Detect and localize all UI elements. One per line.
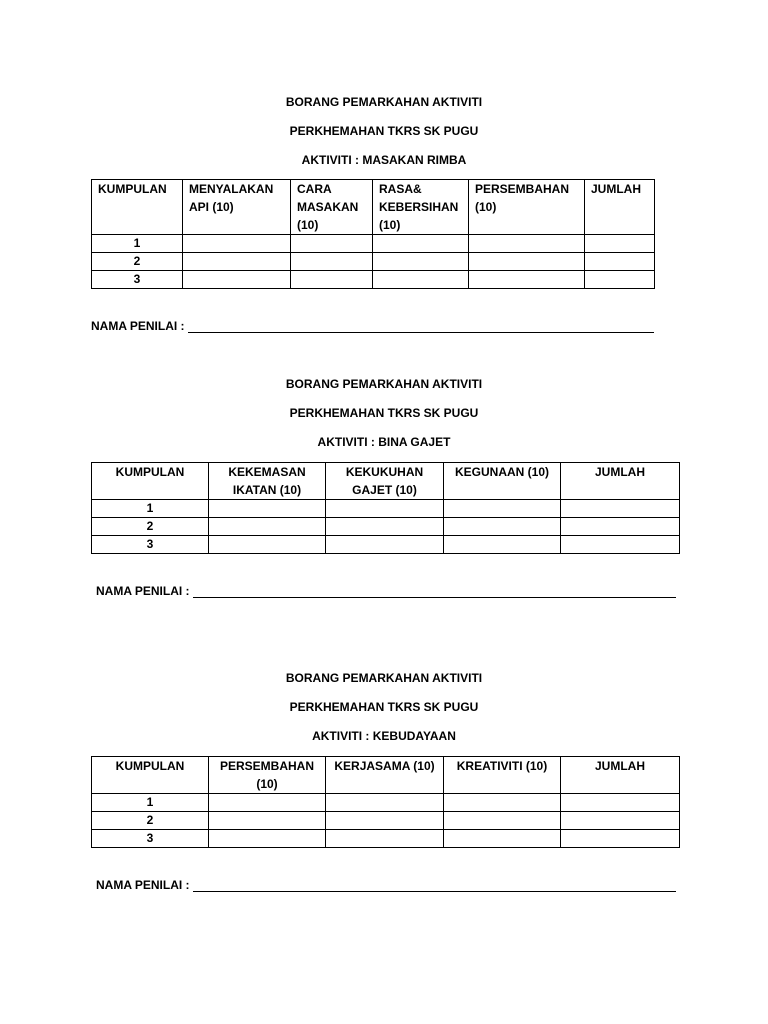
table-row (92, 830, 680, 848)
total-cell[interactable] (585, 271, 655, 289)
score-cell[interactable] (209, 830, 326, 848)
column-header: PERSEMBAHAN (10) (469, 180, 585, 235)
form-2-assessor (96, 584, 676, 598)
table-row (92, 536, 680, 554)
form-2-subtitle: PERKHEMAHAN TKRS SK PUGU (289, 406, 479, 420)
column-header: KEGUNAAN (10) (444, 463, 561, 500)
table-row (92, 253, 655, 271)
assessor-label: NAMA PENILAI : (96, 878, 190, 892)
assessor-name-line[interactable] (193, 587, 676, 598)
score-cell[interactable] (291, 271, 373, 289)
assessor-name-line[interactable] (188, 322, 654, 333)
form-1-assessor (91, 319, 654, 333)
column-header: RASA& KEBERSIHAN (10) (373, 180, 469, 235)
group-number: 1 (92, 794, 209, 812)
score-cell[interactable] (469, 253, 585, 271)
form-1-activity: AKTIVITI : MASAKAN RIMBA (301, 153, 467, 167)
table-header-row (92, 180, 655, 235)
column-header: KEKUKUHAN GAJET (10) (326, 463, 444, 500)
column-header: KUMPULAN (92, 180, 183, 235)
score-cell[interactable] (326, 830, 444, 848)
column-header: KREATIVITI (10) (444, 757, 561, 794)
column-header: JUMLAH (585, 180, 655, 235)
table-row (92, 518, 680, 536)
score-cell[interactable] (469, 235, 585, 253)
score-cell[interactable] (183, 235, 291, 253)
total-cell[interactable] (561, 830, 680, 848)
form-1-subtitle: PERKHEMAHAN TKRS SK PUGU (289, 124, 479, 138)
score-cell[interactable] (291, 235, 373, 253)
form-1-score-table (91, 179, 655, 289)
form-3-activity: AKTIVITI : KEBUDAYAAN (312, 729, 456, 743)
form-3-score-table (91, 756, 680, 848)
column-header: CARA MASAKAN (10) (291, 180, 373, 235)
column-header: PERSEMBAHAN (10) (209, 757, 326, 794)
score-cell[interactable] (183, 253, 291, 271)
score-cell[interactable] (444, 536, 561, 554)
total-cell[interactable] (561, 812, 680, 830)
score-cell[interactable] (291, 253, 373, 271)
score-cell[interactable] (183, 271, 291, 289)
form-3-subtitle: PERKHEMAHAN TKRS SK PUGU (289, 700, 479, 714)
total-cell[interactable] (561, 518, 680, 536)
score-cell[interactable] (209, 518, 326, 536)
score-cell[interactable] (469, 271, 585, 289)
score-cell[interactable] (209, 500, 326, 518)
score-cell[interactable] (326, 518, 444, 536)
score-cell[interactable] (326, 500, 444, 518)
form-1-title: BORANG PEMARKAHAN AKTIVITI (285, 95, 483, 109)
group-number: 2 (92, 812, 209, 830)
score-cell[interactable] (444, 518, 561, 536)
form-2-score-table (91, 462, 680, 554)
group-number: 1 (92, 500, 209, 518)
score-cell[interactable] (209, 536, 326, 554)
group-number: 1 (92, 235, 183, 253)
score-cell[interactable] (209, 794, 326, 812)
table-row (92, 794, 680, 812)
score-cell[interactable] (444, 794, 561, 812)
total-cell[interactable] (561, 794, 680, 812)
score-cell[interactable] (326, 536, 444, 554)
group-number: 2 (92, 518, 209, 536)
table-header-row (92, 463, 680, 500)
group-number: 2 (92, 253, 183, 271)
form-3-assessor (96, 878, 676, 892)
column-header: JUMLAH (561, 463, 680, 500)
total-cell[interactable] (561, 500, 680, 518)
table-row (92, 500, 680, 518)
total-cell[interactable] (585, 235, 655, 253)
column-header: KEKEMASAN IKATAN (10) (209, 463, 326, 500)
assessor-label: NAMA PENILAI : (96, 584, 190, 598)
score-cell[interactable] (373, 235, 469, 253)
form-3-title: BORANG PEMARKAHAN AKTIVITI (285, 671, 483, 685)
table-row (92, 271, 655, 289)
group-number: 3 (92, 271, 183, 289)
score-cell[interactable] (373, 271, 469, 289)
column-header: KUMPULAN (92, 463, 209, 500)
column-header: JUMLAH (561, 757, 680, 794)
column-header: KUMPULAN (92, 757, 209, 794)
column-header: MENYALAKAN API (10) (183, 180, 291, 235)
table-header-row (92, 757, 680, 794)
assessor-name-line[interactable] (193, 881, 676, 892)
group-number: 3 (92, 536, 209, 554)
score-cell[interactable] (209, 812, 326, 830)
score-cell[interactable] (444, 500, 561, 518)
table-row (92, 235, 655, 253)
score-cell[interactable] (444, 830, 561, 848)
form-2-activity: AKTIVITI : BINA GAJET (317, 435, 451, 449)
score-cell[interactable] (326, 812, 444, 830)
table-row (92, 812, 680, 830)
total-cell[interactable] (561, 536, 680, 554)
form-2-title: BORANG PEMARKAHAN AKTIVITI (285, 377, 483, 391)
group-number: 3 (92, 830, 209, 848)
score-cell[interactable] (373, 253, 469, 271)
score-cell[interactable] (326, 794, 444, 812)
assessor-label: NAMA PENILAI : (91, 319, 185, 333)
score-cell[interactable] (444, 812, 561, 830)
total-cell[interactable] (585, 253, 655, 271)
column-header: KERJASAMA (10) (326, 757, 444, 794)
